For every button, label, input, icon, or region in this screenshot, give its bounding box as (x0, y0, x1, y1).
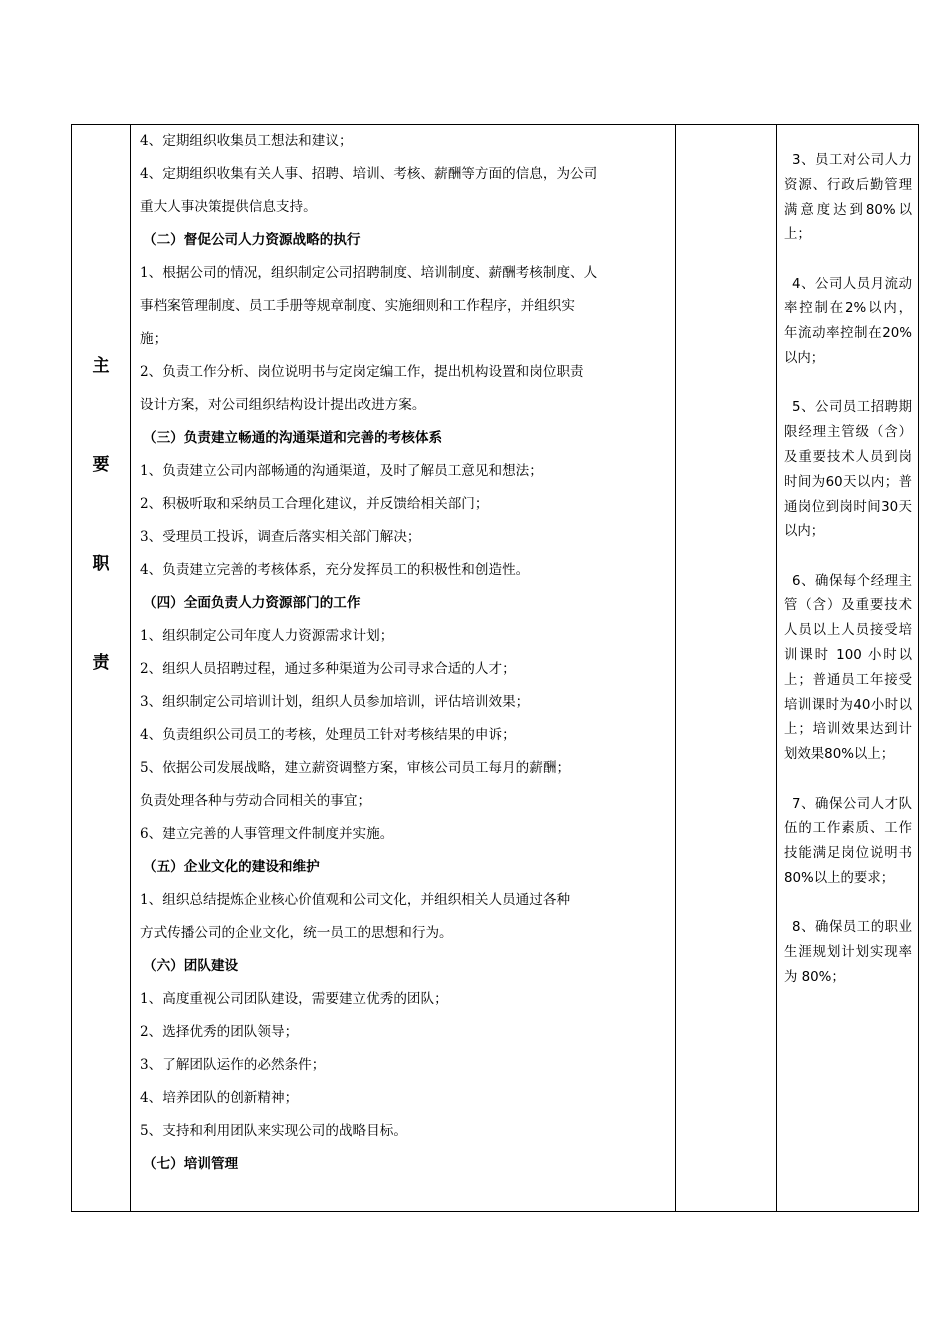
duty-line: 1、根据公司的情况，组织制定公司招聘制度、培训制度、薪酬考核制度、人 (140, 265, 598, 281)
duty-section-heading: （六）团队建设 (143, 958, 239, 974)
duty-line: 1、组织总结提炼企业核心价值观和公司文化，并组织相关人员通过各种 (140, 892, 571, 908)
duty-line: 3、了解团队运作的必然条件； (140, 1057, 326, 1073)
kpi-item: 3、员工对公司人力资源、行政后勤管理满意度达到80%以上； (784, 153, 912, 243)
column-divider (130, 125, 131, 1211)
kpi-item: 4、公司人员月流动率控制在2%以内，年流动率控制在20%以内； (784, 276, 912, 367)
duty-section-heading: （二）督促公司人力资源战略的执行 (143, 232, 361, 248)
duties-cell (140, 125, 668, 1181)
kpi-cell (784, 149, 912, 1015)
duty-section-heading: （四）全面负责人力资源部门的工作 (143, 595, 361, 611)
duty-line: 事档案管理制度、员工手册等规章制度、实施细则和工作程序，并组织实 (140, 298, 575, 314)
duty-line: 6、建立完善的人事管理文件制度并实施。 (140, 826, 394, 842)
duty-line: 4、负责组织公司员工的考核，处理员工针对考核结果的申诉； (140, 727, 516, 743)
kpi-item: 8、确保员工的职业生涯规划计划实现率为 80%； (784, 920, 912, 985)
duty-line: 4、负责建立完善的考核体系，充分发挥员工的积极性和创造性。 (140, 562, 530, 578)
duty-line: 5、依据公司发展战略，建立薪资调整方案，审核公司员工每月的薪酬； (140, 760, 571, 776)
kpi-item: 7、确保公司人才队伍的工作素质、工作技能满足岗位说明书 80%以上的要求； (784, 796, 912, 886)
duty-line: 2、组织人员招聘过程，通过多种渠道为公司寻求合适的人才； (140, 661, 516, 677)
duty-line: 重大人事决策提供信息支持。 (140, 199, 317, 215)
duty-section-heading: （五）企业文化的建设和维护 (143, 859, 320, 875)
column-divider (776, 125, 777, 1211)
column-header-char: 职 (92, 554, 110, 574)
responsibility-table (71, 124, 919, 1212)
duty-line: 2、负责工作分析、岗位说明书与定岗定编工作，提出机构设置和岗位职责 (140, 364, 584, 380)
duty-line: 1、高度重视公司团队建设，需要建立优秀的团队； (140, 991, 448, 1007)
duty-line: 3、受理员工投诉，调查后落实相关部门解决； (140, 529, 421, 545)
column-header-char: 要 (92, 455, 110, 475)
duty-line: 2、积极听取和采纳员工合理化建议，并反馈给相关部门； (140, 496, 489, 512)
duty-line: 4、定期组织收集员工想法和建议； (140, 133, 353, 149)
duty-line: 4、定期组织收集有关人事、招聘、培训、考核、薪酬等方面的信息，为公司 (140, 166, 598, 182)
duty-line: 4、培养团队的创新精神； (140, 1090, 299, 1106)
duty-section-heading: （三）负责建立畅通的沟通渠道和完善的考核体系 (143, 430, 443, 446)
duty-line: 3、组织制定公司培训计划，组织人员参加培训，评估培训效果； (140, 694, 530, 710)
duty-line: 1、负责建立公司内部畅通的沟通渠道，及时了解员工意见和想法； (140, 463, 543, 479)
kpi-item: 6、确保每个经理主管（含）及重要技术人员以上人员接受培训课时 100 小时以上；普通员工年接受培训课时为40小时以上；培训效果达到计划效果80%以上； (784, 573, 912, 763)
duty-line: 1、组织制定公司年度人力资源需求计划； (140, 628, 394, 644)
duty-line: 方式传播公司的企业文化，统一员工的思想和行为。 (140, 925, 453, 941)
duty-line: 施； (140, 331, 168, 347)
duty-line: 设计方案，对公司组织结构设计提出改进方案。 (140, 397, 426, 413)
duty-line: 5、支持和利用团队来实现公司的战略目标。 (140, 1123, 407, 1139)
column-header-char: 责 (92, 653, 110, 673)
duty-line: 2、选择优秀的团队领导； (140, 1024, 299, 1040)
column-header-char: 主 (92, 356, 110, 376)
duty-section-heading: （七）培训管理 (143, 1156, 239, 1172)
kpi-item: 5、公司员工招聘期限经理主管级（含）及重要技术人员到岗时间为60天以内；普通岗位到岗时间30天以内； (784, 400, 912, 540)
duty-line: 负责处理各种与劳动合同相关的事宜； (140, 793, 372, 809)
column-divider (675, 125, 676, 1211)
